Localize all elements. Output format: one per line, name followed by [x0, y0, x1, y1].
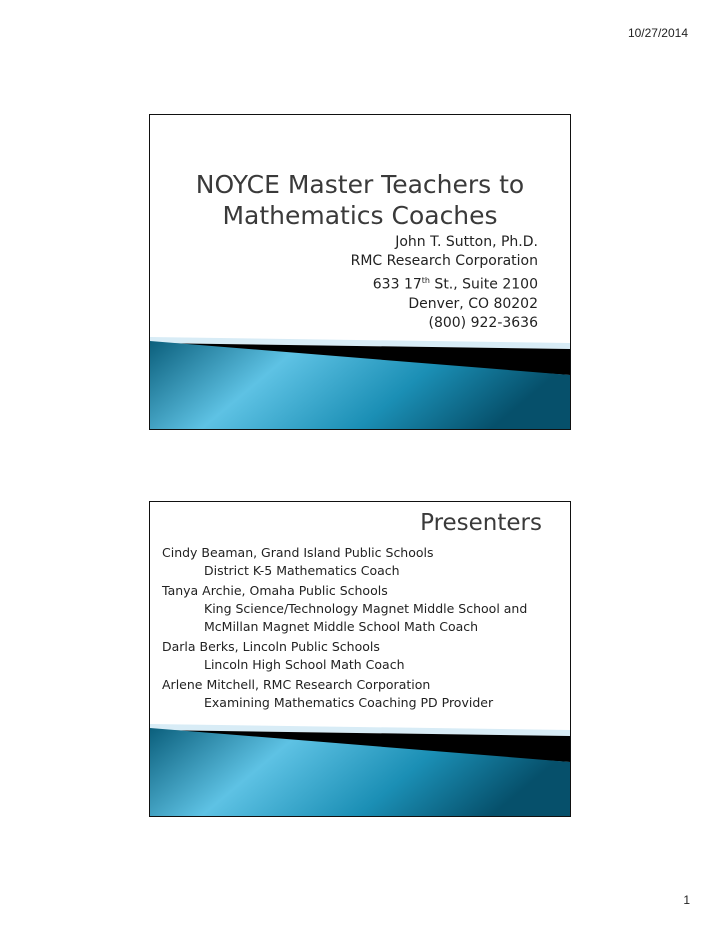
- address-superscript: th: [421, 276, 430, 285]
- slide-title: [190, 169, 530, 231]
- presenter-role: Examining Mathematics Coaching PD Provider: [204, 695, 494, 710]
- address-prefix: 633 17: [372, 276, 422, 293]
- contact-name: John T. Sutton, Ph.D.: [395, 234, 538, 250]
- page-number: 1: [683, 893, 690, 907]
- contact-organization: RMC Research Corporation: [350, 253, 538, 269]
- slide-swoosh-graphic: [150, 724, 570, 816]
- presenter-role: King Science/Technology Magnet Middle School and: [204, 601, 528, 616]
- list-item: [162, 582, 562, 636]
- contact-address: [351, 271, 538, 295]
- list-item: [162, 638, 562, 674]
- contact-city: Denver, CO 80202: [408, 295, 538, 312]
- presenter-name: Tanya Archie, Omaha Public Schools: [162, 583, 388, 598]
- slide-2: [149, 501, 571, 817]
- presenter-role: District K-5 Mathematics Coach: [204, 563, 400, 578]
- presenter-name: Darla Berks, Lincoln Public Schools: [162, 639, 380, 654]
- slide-swoosh-graphic: [150, 337, 570, 429]
- presenter-name: Cindy Beaman, Grand Island Public Schools: [162, 545, 434, 560]
- contact-phone: (800) 922-3636: [428, 314, 538, 331]
- presenter-list: [162, 544, 562, 714]
- contact-block: [351, 233, 538, 333]
- presenter-role: McMillan Magnet Middle School Math Coach: [204, 619, 479, 634]
- slide-title-line-2: Mathematics Coaches: [222, 201, 498, 230]
- presenter-role: Lincoln High School Math Coach: [204, 657, 405, 672]
- list-item: [162, 544, 562, 580]
- presenter-name: Arlene Mitchell, RMC Research Corporation: [162, 677, 431, 692]
- slide-title: Presenters: [420, 510, 542, 536]
- address-suffix: St., Suite 2100: [429, 276, 538, 293]
- header-date: 10/27/2014: [627, 26, 688, 40]
- slide-1: [149, 114, 571, 430]
- slide-title-line-1: NOYCE Master Teachers to: [195, 170, 525, 199]
- list-item: [162, 676, 562, 712]
